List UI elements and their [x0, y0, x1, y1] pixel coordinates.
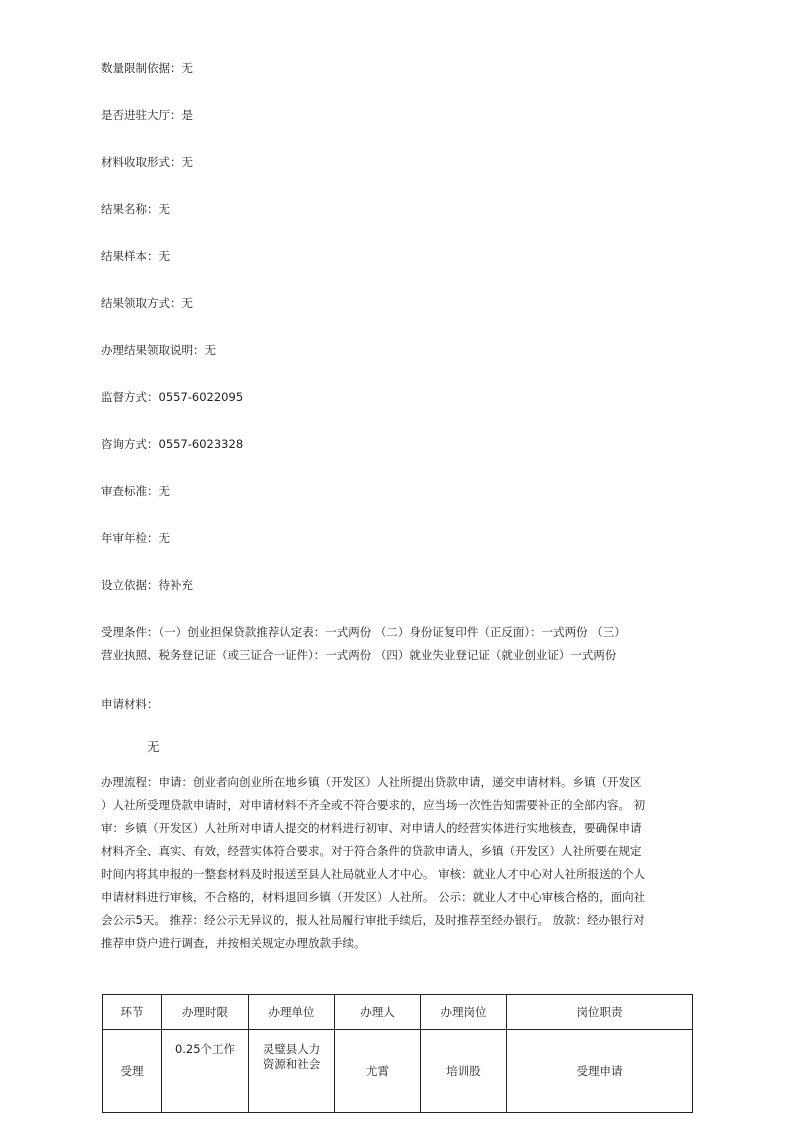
field-result-name: 结果名称：无 — [101, 202, 170, 216]
unit-line: 灵璧县人力 — [262, 1042, 321, 1056]
conditions-line-1: 受理条件：（一）创业担保贷款推荐认定表：一式两份 （二）身份证复印件（正反面）：一式两份 （三） — [101, 625, 626, 639]
materials-value: 无 — [147, 739, 160, 754]
unit-line: 资源和社会 — [262, 1057, 321, 1071]
field-legal-basis: 设立依据：待补充 — [101, 578, 193, 592]
header-unit: 办理单位 — [249, 995, 335, 1030]
header-post: 办理岗位 — [421, 995, 507, 1030]
process-line: 办理流程：申请：创业者向创业所在地乡镇（开发区）人社所提出贷款申请，递交申请材料。乡镇（开发区 — [101, 775, 642, 789]
cell-handler: 尤霄 — [335, 1030, 421, 1113]
field-review-standard: 审查标准：无 — [101, 484, 170, 498]
header-time-limit: 办理时限 — [162, 995, 249, 1030]
header-duty: 岗位职责 — [507, 995, 693, 1030]
process-line: 会公示5天。 推荐：经公示无异议的，报人社局履行审批手续后，及时推荐至经办银行。 放款：经办银行对 — [101, 913, 645, 927]
field-result-pickup-note: 办理结果领取说明：无 — [101, 343, 216, 357]
process-line: 推荐申贷户进行调查，并按相关规定办理放款手续。 — [101, 936, 366, 950]
materials-label: 申请材料： — [101, 697, 159, 711]
table-header-row — [103, 995, 693, 1030]
field-result-pickup: 结果领取方式：无 — [101, 296, 193, 310]
cell-post: 培训股 — [421, 1030, 507, 1113]
cell-stage: 受理 — [103, 1030, 162, 1113]
cell-duty: 受理申请 — [507, 1030, 693, 1113]
process-line: 申请材料进行审核，不合格的，材料退回乡镇（开发区）人社所。 公示：就业人才中心审核合格的，面向社 — [101, 890, 646, 904]
process-line: 材料齐全、真实、有效，经营实体符合要求。对于符合条件的贷款申请人，乡镇（开发区）人社所要在规定 — [101, 844, 642, 858]
process-line: ）人社所受理贷款申请时，对申请材料不齐全或不符合要求的，应当场一次性告知需要补正的全部内容。 初 — [101, 798, 646, 812]
table-row — [103, 1030, 693, 1113]
cell-unit — [249, 1030, 335, 1113]
header-stage: 环节 — [103, 995, 162, 1030]
cell-time-limit: 0.25个工作 — [162, 1030, 249, 1113]
acceptance-conditions — [101, 621, 696, 667]
conditions-line-2: 营业执照、税务登记证（或三证合一证件）：一式两份 （四）就业失业登记证（就业创业证）一式两份 — [101, 648, 617, 662]
process-line: 时间内将其申报的一整套材料及时报送至县人社局就业人才中心。 审核：就业人才中心对人社所报送的个人 — [101, 867, 646, 881]
process-table — [102, 994, 693, 1113]
field-hall-entry: 是否进驻大厅：是 — [101, 108, 193, 122]
process-line: 审：乡镇（开发区）人社所对申请人提交的材料进行初审、对申请人的经营实体进行实地核查，要确保申请 — [101, 821, 642, 835]
field-supervision-phone: 监督方式：0557-6022095 — [101, 390, 244, 404]
field-result-sample: 结果样本：无 — [101, 249, 170, 263]
field-consult-phone: 咨询方式：0557-6023328 — [101, 437, 244, 451]
field-material-form: 材料收取形式：无 — [101, 155, 193, 169]
process-description — [101, 771, 696, 955]
field-quantity-limit: 数量限制依据：无 — [101, 61, 193, 75]
field-annual-inspection: 年审年检：无 — [101, 531, 170, 545]
header-handler: 办理人 — [335, 995, 421, 1030]
